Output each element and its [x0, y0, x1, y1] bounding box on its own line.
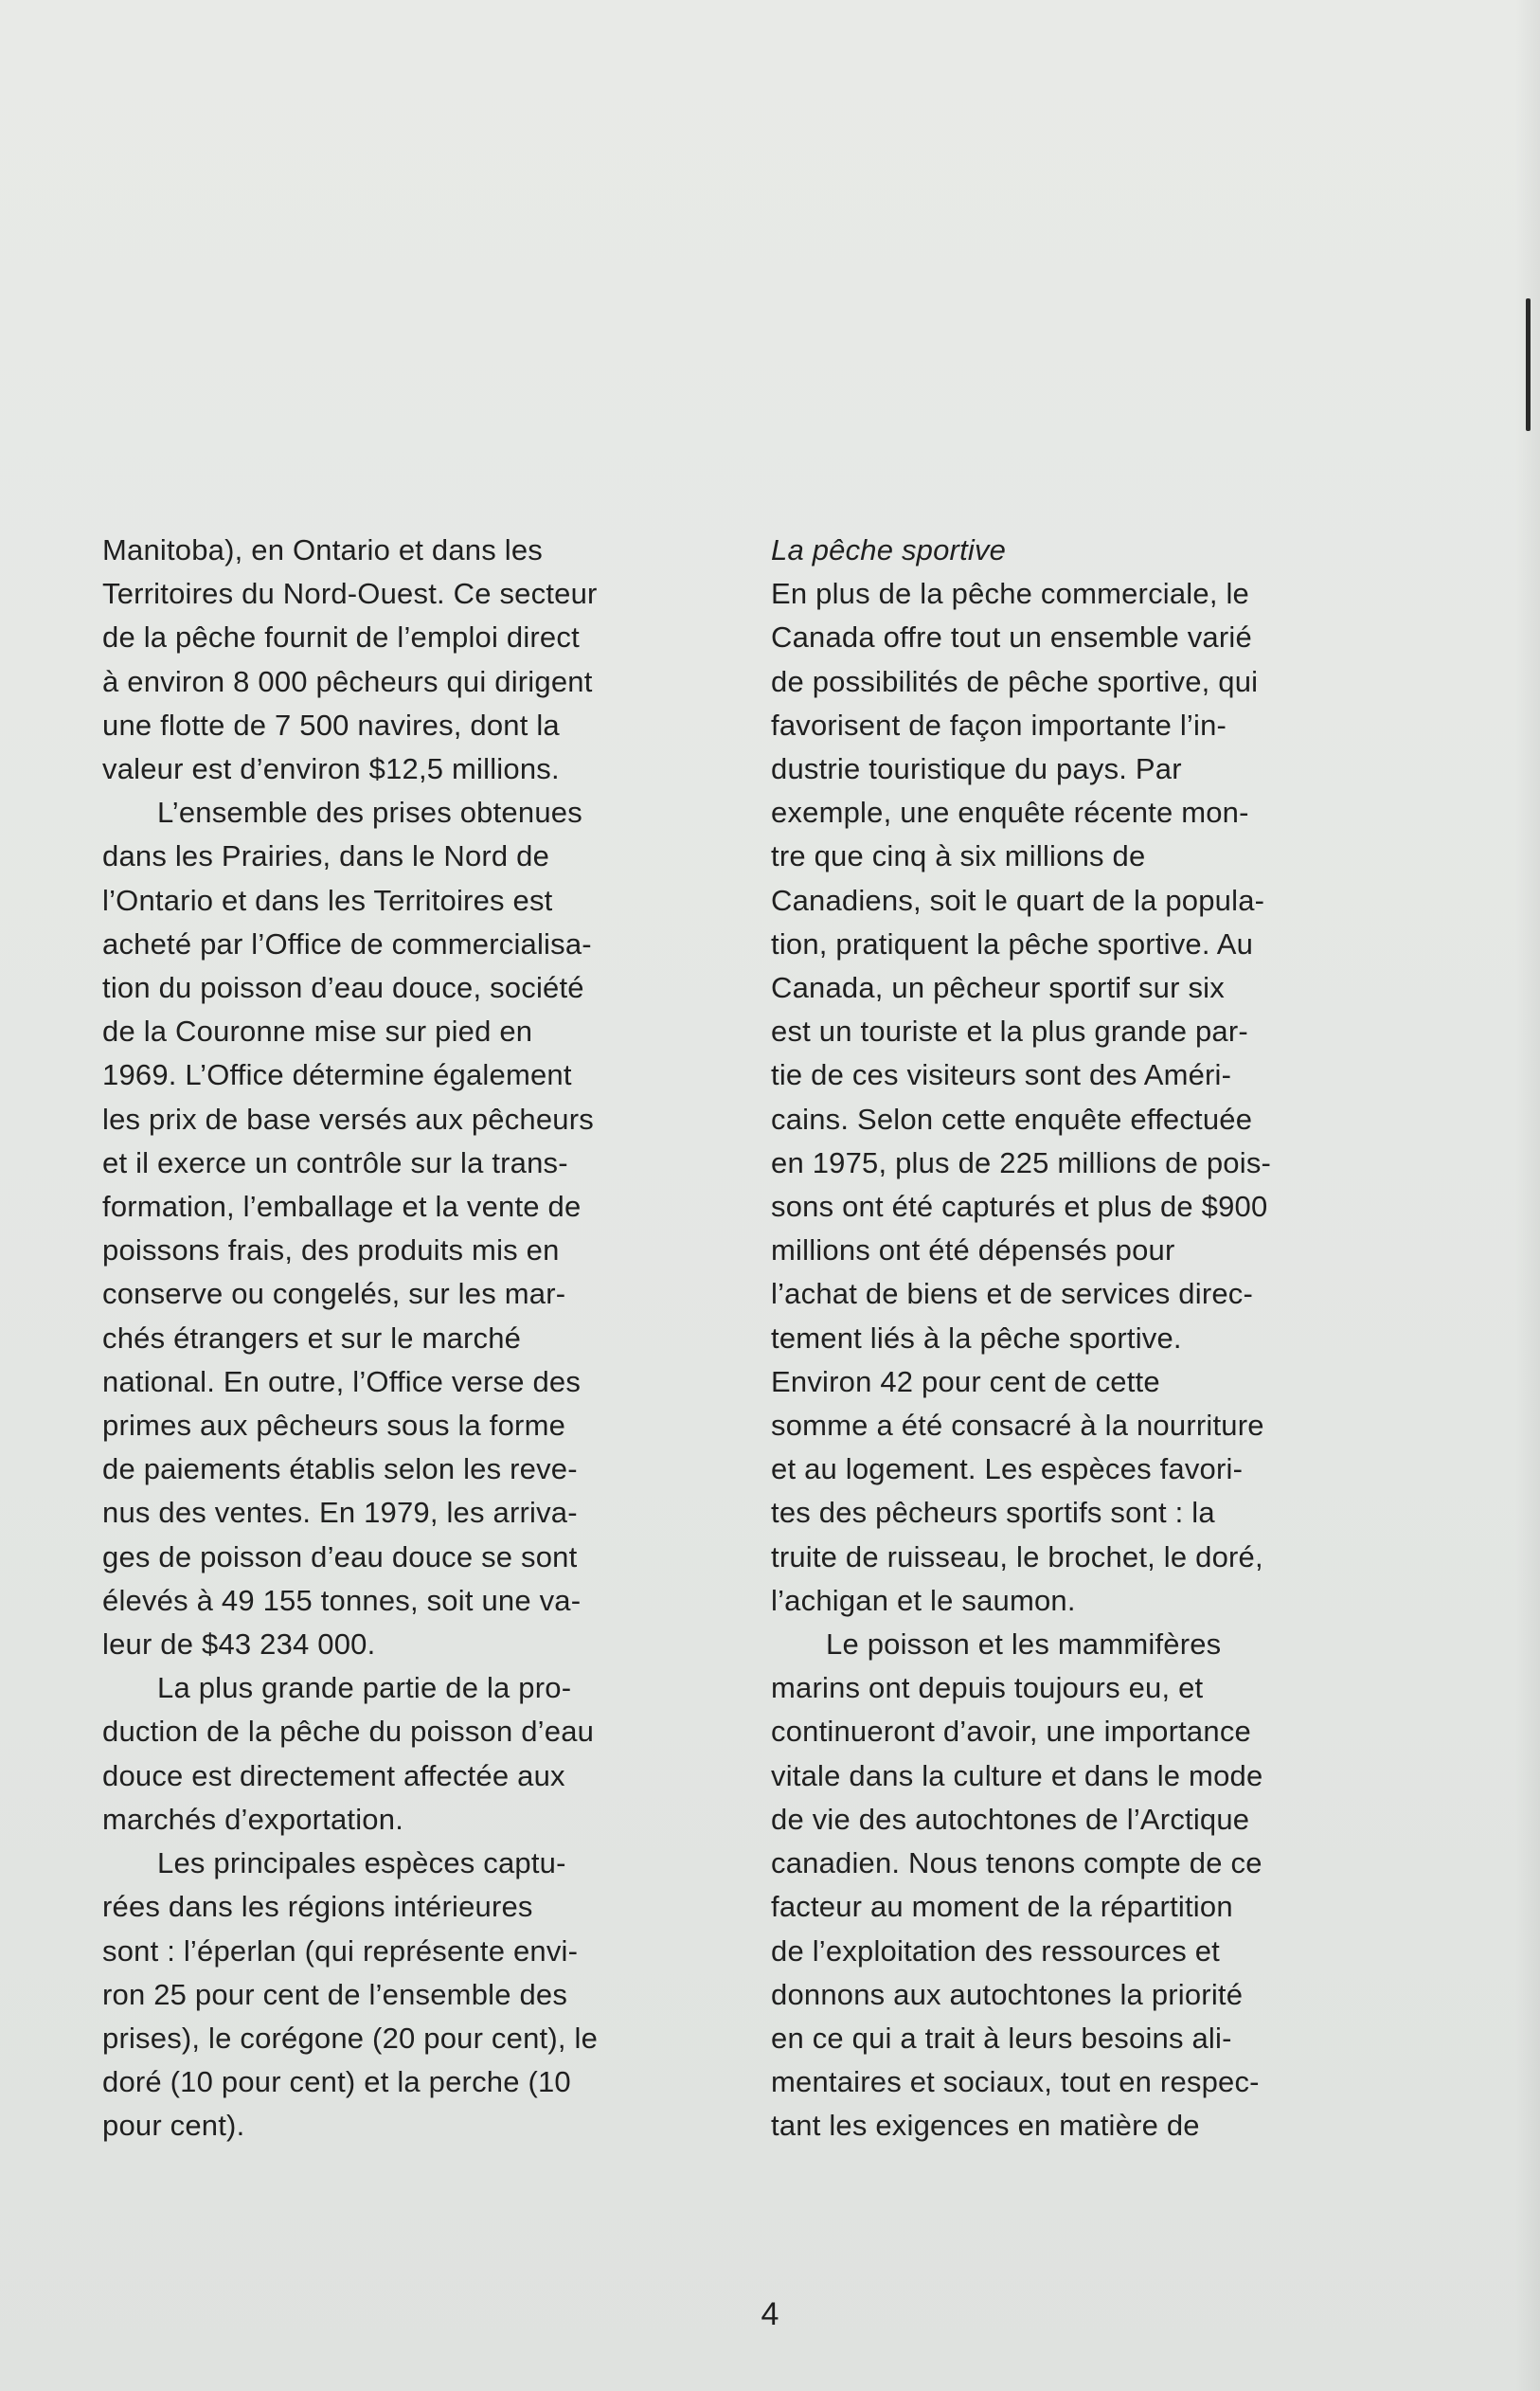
text-line: à environ 8 000 pêcheurs qui dirigent	[102, 664, 593, 698]
binding-mark	[1526, 298, 1531, 431]
text-line: acheté par l’Office de commercialisa-	[102, 926, 592, 961]
text-line: La plus grande partie de la pro-	[157, 1671, 572, 1705]
right-text-column	[771, 529, 1404, 2148]
text-line: mentaires et sociaux, tout en respec-	[771, 2065, 1260, 2099]
text-line: dustrie touristique du pays. Par	[771, 752, 1182, 786]
text-line: nus des ventes. En 1979, les arriva-	[102, 1496, 578, 1530]
text-line: chés étrangers et sur le marché	[102, 1321, 522, 1355]
text-line: canadien. Nous tenons compte de ce	[771, 1846, 1262, 1880]
text-line: vitale dans la culture et dans le mode	[771, 1758, 1263, 1792]
text-line: Le poisson et les mammifères	[826, 1627, 1222, 1662]
text-line: tant les exigences en matière de	[771, 2109, 1200, 2143]
text-line: Manitoba), en Ontario et dans les	[102, 533, 543, 566]
text-line: millions ont été dépensés pour	[771, 1233, 1175, 1267]
paragraph	[771, 572, 1404, 1623]
text-line: valeur est d’environ $12,5 millions.	[102, 752, 560, 786]
text-line: continueront d’avoir, une importance	[771, 1715, 1251, 1749]
text-line: une flotte de 7 500 navires, dont la	[102, 708, 560, 742]
text-line: formation, l’emballage et la vente de	[102, 1190, 582, 1224]
text-line: est un touriste et la plus grande par-	[771, 1015, 1248, 1049]
text-line: national. En outre, l’Office verse des	[102, 1364, 582, 1398]
text-line: truite de ruisseau, le brochet, le doré,	[771, 1539, 1263, 1573]
text-line: dans les Prairies, dans le Nord de	[102, 839, 550, 873]
text-line: doré (10 pour cent) et la perche (10	[102, 2065, 571, 2099]
text-line: ron 25 pour cent de l’ensemble des	[102, 1977, 568, 2011]
text-line: somme a été consacré à la nourriture	[771, 1409, 1264, 1443]
text-line: Canada, un pêcheur sportif sur six	[771, 971, 1225, 1005]
text-line: favorisent de façon importante l’in-	[771, 708, 1227, 742]
text-line: les prix de base versés aux pêcheurs	[102, 1102, 594, 1136]
paragraph	[102, 529, 742, 791]
page-number: 4	[761, 2296, 779, 2332]
text-line: facteur au moment de la répartition	[771, 1890, 1233, 1924]
text-line: duction de la pêche du poisson d’eau	[102, 1715, 595, 1749]
text-line: tre que cinq à six millions de	[771, 839, 1146, 873]
text-line: sons ont été capturés et plus de $900	[771, 1190, 1268, 1224]
text-line: conserve ou congelés, sur les mar-	[102, 1277, 566, 1311]
paragraph	[771, 1623, 1404, 2148]
text-line: tion du poisson d’eau douce, société	[102, 971, 584, 1005]
text-line: primes aux pêcheurs sous la forme	[102, 1409, 566, 1443]
text-line: cains. Selon cette enquête effectuée	[771, 1102, 1253, 1136]
text-line: Canada offre tout un ensemble varié	[771, 620, 1252, 655]
text-line: de l’exploitation des ressources et	[771, 1933, 1220, 1968]
text-line: Environ 42 pour cent de cette	[771, 1364, 1160, 1398]
text-line: de vie des autochtones de l’Arctique	[771, 1802, 1250, 1836]
text-line: et il exerce un contrôle sur la trans-	[102, 1145, 568, 1179]
text-line: de paiements établis selon les reve-	[102, 1452, 578, 1486]
text-line: sont : l’éperlan (qui représente envi-	[102, 1933, 579, 1968]
text-line: en ce qui a trait à leurs besoins ali-	[771, 2021, 1232, 2055]
text-line: de la pêche fournit de l’emploi direct	[102, 620, 580, 655]
left-text-column	[102, 529, 742, 2148]
text-line: tement liés à la pêche sportive.	[771, 1321, 1182, 1355]
text-line: En plus de la pêche commerciale, le	[771, 577, 1249, 611]
text-line: 1969. L’Office détermine également	[102, 1058, 572, 1092]
text-line: L’ensemble des prises obtenues	[157, 796, 582, 830]
section-heading: La pêche sportive	[771, 533, 1007, 566]
text-line: marins ont depuis toujours eu, et	[771, 1671, 1204, 1705]
text-line: en 1975, plus de 225 millions de pois-	[771, 1145, 1272, 1179]
text-line: marchés d’exportation.	[102, 1802, 404, 1836]
text-line: tie de ces visiteurs sont des Améri-	[771, 1058, 1232, 1092]
text-line: Territoires du Nord-Ouest. Ce secteur	[102, 577, 598, 611]
text-line: poissons frais, des produits mis en	[102, 1233, 560, 1267]
text-line: de la Couronne mise sur pied en	[102, 1015, 533, 1049]
text-line: et au logement. Les espèces favori-	[771, 1452, 1244, 1486]
text-line: donnons aux autochtones la priorité	[771, 1977, 1244, 2011]
text-line: élevés à 49 155 tonnes, soit une va-	[102, 1583, 582, 1617]
text-line: douce est directement affectée aux	[102, 1758, 565, 1792]
text-line: l’achat de biens et de services direc-	[771, 1277, 1254, 1311]
text-line: tes des pêcheurs sportifs sont : la	[771, 1496, 1215, 1530]
text-line: leur de $43 234 000.	[102, 1627, 376, 1662]
text-line: Les principales espèces captu-	[157, 1846, 566, 1880]
text-line: pour cent).	[102, 2109, 245, 2143]
paragraph	[102, 791, 742, 1666]
text-line: rées dans les régions intérieures	[102, 1890, 533, 1924]
text-line: ges de poisson d’eau douce se sont	[102, 1539, 578, 1573]
text-line: Canadiens, soit le quart de la popula-	[771, 883, 1265, 917]
paragraph	[102, 1842, 742, 2148]
paragraph	[102, 1666, 742, 1842]
text-line: de possibilités de pêche sportive, qui	[771, 664, 1259, 698]
text-line: tion, pratiquent la pêche sportive. Au	[771, 926, 1254, 961]
text-line: l’Ontario et dans les Territoires est	[102, 883, 553, 917]
text-line: l’achigan et le saumon.	[771, 1583, 1076, 1617]
text-line: exemple, une enquête récente mon-	[771, 796, 1249, 830]
text-line: prises), le corégone (20 pour cent), le	[102, 2021, 599, 2055]
